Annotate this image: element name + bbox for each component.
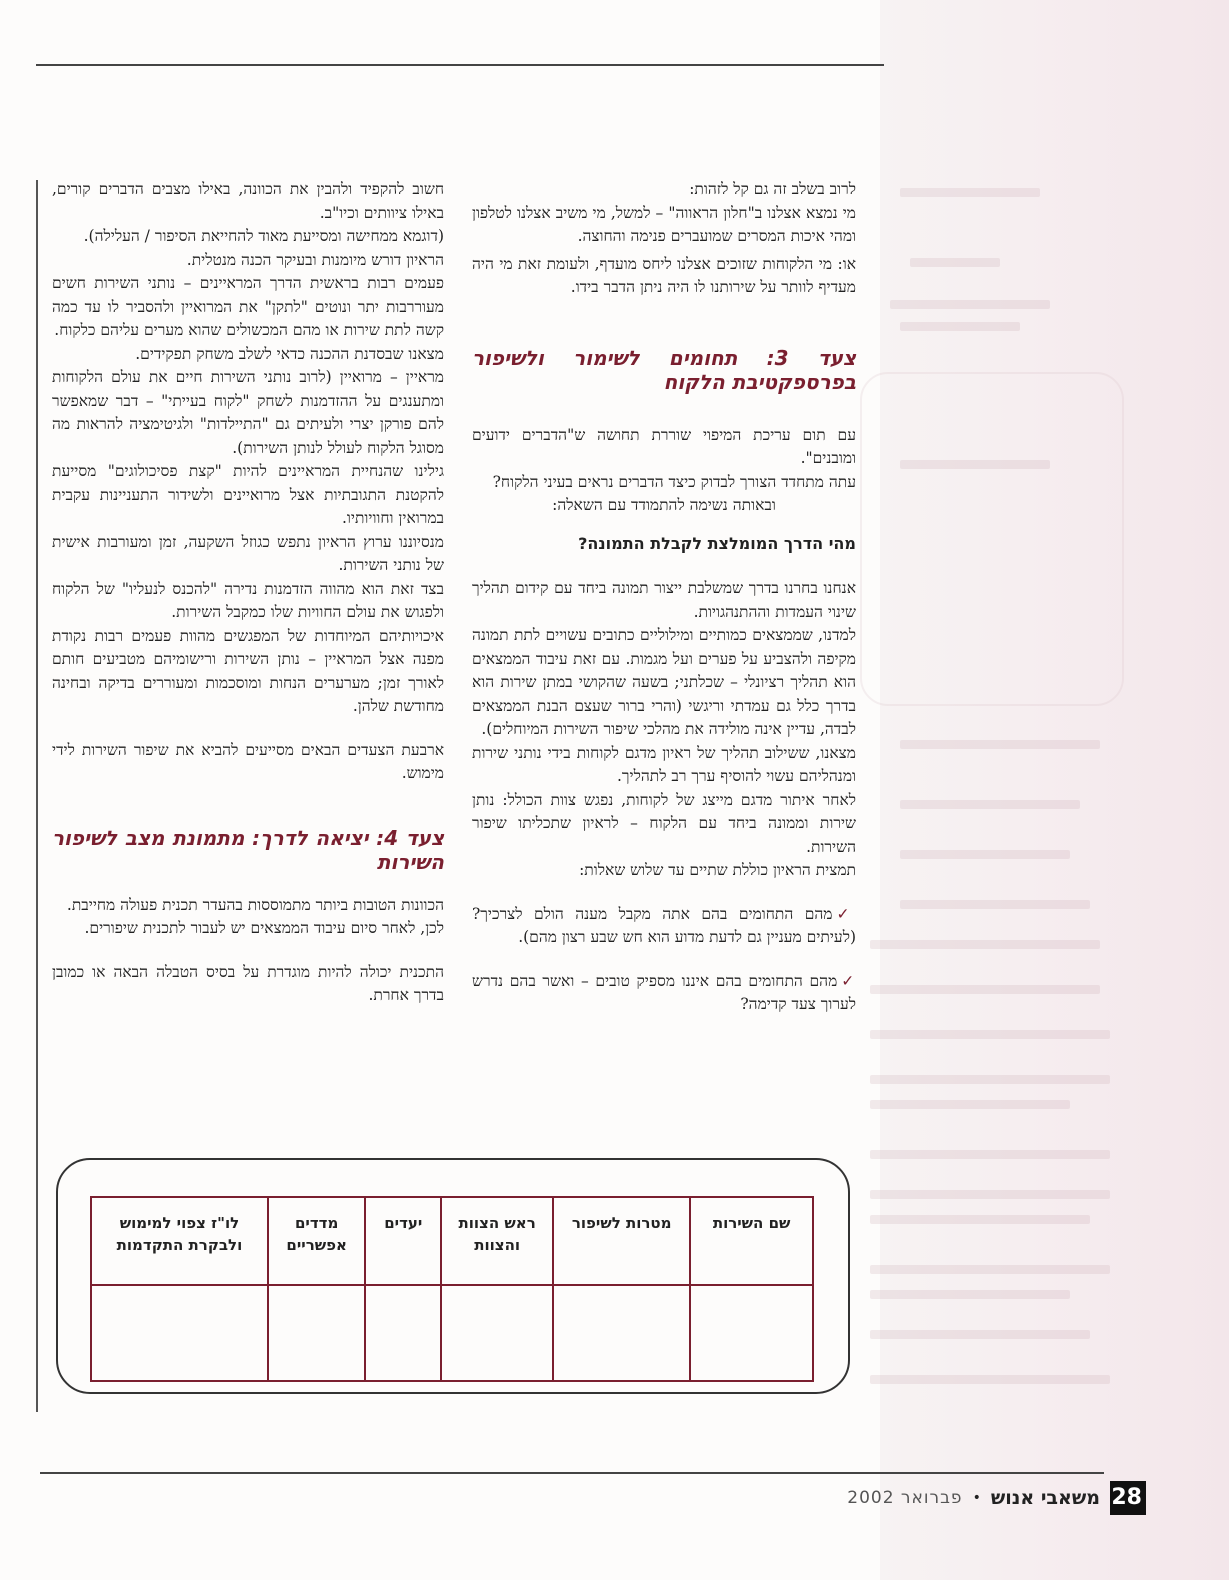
question-heading: מהי הדרך המומלצת לקבלת התמונה? bbox=[578, 533, 856, 553]
checkmark-icon: ✓ bbox=[841, 971, 856, 990]
paragraph: בצד זאת הוא מהווה הזדמנות נדירה "להכנס לנעליו" של הלקוח ולפגוש את עולם החוויות שלו כמקבל השירות. bbox=[52, 579, 444, 621]
table-cell bbox=[441, 1285, 553, 1381]
paragraph: הראיון דורש מיומנות ובעיקר הכנה מנטלית. bbox=[186, 250, 444, 269]
table-header-targets: יעדים bbox=[365, 1197, 441, 1285]
paragraph: לכן, לאחר סיום עיבוד הממצאים יש לעבור לתכנית שיפורים. bbox=[84, 919, 444, 937]
paragraph: או: מי הלקוחות שזוכים אצלנו ליחס מועדף, ולעומת זאת מי היה מעדיף לוותר על שירותנו לו היה ניתן הדבר בידו. bbox=[472, 254, 856, 296]
paragraph: מנסיוננו ערוץ הראיון נתפש כגוזל השקעה, זמן ומעורבות אישית של נותני השירות. bbox=[52, 532, 444, 574]
table-header-metrics: מדדים אפשריים bbox=[268, 1197, 365, 1285]
checklist-item bbox=[472, 903, 856, 950]
paragraph: ובאותה נשימה להתמודד עם השאלה: bbox=[552, 496, 776, 514]
paragraph: מצאנו שבסדנת ההכנה כדאי לשלב משחק תפקידים. bbox=[135, 344, 444, 363]
bottom-rule bbox=[40, 1472, 1104, 1474]
paragraph: ארבעת הצעדים הבאים מסייעים להביא את שיפור השירות לידי מימוש. bbox=[52, 740, 444, 782]
checklist-item bbox=[472, 970, 856, 1017]
paragraph: לרוב בשלב זה גם קל לזהות: bbox=[689, 180, 856, 198]
table-header-row bbox=[91, 1197, 813, 1285]
page-footer bbox=[826, 1480, 1146, 1516]
left-column bbox=[52, 178, 444, 1008]
table-header-service-name: שם השירות bbox=[690, 1197, 813, 1285]
paragraph: לאחר איתור מדגם מייצג של לקוחות, נפגש צוות הכולל: נותן שירות וממונה ביחד עם הלקוח – לראיון שתכליתו שיפור השירות. bbox=[472, 790, 856, 856]
bullet-separator: • bbox=[972, 1490, 981, 1506]
table-header-team: ראש הצוות והצוות bbox=[441, 1197, 553, 1285]
table-cell bbox=[690, 1285, 813, 1381]
paragraph: הכוונות הטובות ביותר מתמוססות בהעדר תכנית פעולה מחייבת. bbox=[66, 895, 444, 914]
checklist-text: מהם התחומים בהם איננו מספיק טובים – ואשר בהם נדרש לערוך צעד קדימה? bbox=[472, 971, 856, 1013]
checkmark-icon: ✓ bbox=[836, 904, 856, 923]
paragraph: התכנית יכולה להיות מוגדרת על בסיס הטבלה הבאה או כמובן בדרך אחרת. bbox=[52, 962, 444, 1004]
left-margin-bar bbox=[36, 180, 38, 1412]
table-row bbox=[91, 1285, 813, 1381]
page-number: 28 bbox=[1110, 1481, 1146, 1515]
table-cell bbox=[91, 1285, 268, 1381]
paragraph: עם תום עריכת המיפוי שוררת תחושה ש"הדברים ידועים ומובנים". bbox=[472, 425, 856, 467]
paragraph: גילינו שהנחיית המראיינים להיות "קצת פסיכולוגים" מסייעת להקטנת התגובתיות אצל מרואיינים ולשידור התעניינות עקבית במרואין וחוויותיו. bbox=[52, 462, 444, 527]
step4-heading: צעד 4: יציאה לדרך: מתמונת מצב לשיפור השירות bbox=[52, 825, 444, 874]
table-header-schedule: לו"ז צפוי למימוש ולבקרת התקדמות bbox=[91, 1197, 268, 1285]
paragraph: עתה מתחדד הצורך לבדוק כיצד הדברים נראים בעיני הלקוח? bbox=[492, 472, 856, 491]
paragraph: (דוגמא ממחישה ומסייעת מאוד להחייאת הסיפור / העלילה). bbox=[83, 227, 444, 245]
paragraph: חשוב להקפיד ולהבין את הכוונה, באילו מצבים הדברים קורים, באילו ציוותים וכיו"ב. bbox=[52, 180, 444, 222]
right-column bbox=[472, 178, 856, 1017]
table-cell bbox=[365, 1285, 441, 1381]
magazine-name: משאבי אנוש bbox=[990, 1487, 1100, 1509]
table-cell bbox=[553, 1285, 690, 1381]
table-header-goals: מטרות לשיפור bbox=[553, 1197, 690, 1285]
issue-date: פברואר 2002 bbox=[847, 1488, 963, 1508]
step3-heading: צעד 3: תחומים לשימור ולשיפור בפרספקטיבת הלקוח bbox=[472, 345, 856, 394]
paragraph: מצאנו, ששילוב תהליך של ראיון מדגם לקוחות בידי נותני שירות ומנהליהם עשוי להוסיף ערך רב לתהליך. bbox=[472, 743, 856, 785]
table-cell bbox=[268, 1285, 365, 1381]
paragraph: אנחנו בחרנו בדרך שמשלבת ייצור תמונה ביחד עם קידום תהליך שינוי העמדות וההתנהגויות. bbox=[472, 579, 856, 621]
top-rule bbox=[36, 64, 884, 66]
bleed-through-text bbox=[880, 0, 1229, 1580]
paragraph: איכויותיהם המיוחדות של המפגשים מהוות פעמים רבות נקודת מפנה אצל המראיין – נותן השירות ורישומיהם מטביעים חותם לאורך זמן; מערערים הנחות ומוסכמות ומעוררים בדיקה ובחינה מחודשת שלהן. bbox=[52, 626, 444, 715]
checklist-text: מהם התחומים בהם אתה מקבל מענה הולם לצרכיך? (לעיתים מעניין גם לדעת מדוע הוא חש שבע רצון מהם). bbox=[472, 904, 856, 946]
paragraph: פעמים רבות בראשית הדרך המראיינים – נותני השירות חשים מעוררבות יתר ונוטים "לתקן" את המרואיין ולהסביר לו עד כמה קשה לתת שירות או מהם המכשולים שהוא מערים עליהם כלקוח. bbox=[52, 274, 444, 339]
paragraph: מראיין – מרואיין (לרוב נותני השירות חיים את עולם הלקוחות ומתענגים על ההזדמנות לשחק "לקוח בעייתי" – דבר שמאפשר להם פורקן יצרי ולעיתים גם "התיילדות" ולגיטימציה להראות מה מסוגל הלקוח לעולל לנותן השירות). bbox=[52, 368, 444, 457]
improvement-plan-table bbox=[90, 1196, 814, 1382]
paragraph: תמצית הראיון כוללת שתיים עד שלוש שאלות: bbox=[579, 861, 856, 879]
paragraph: למדנו, שממצאים כמותיים ומילוליים כתובים עשויים לתת תמונה מקיפה ולהצביע על פערים ועל מגמות. עם זאת עיבוד הממצאים הוא תהליך רציונלי – שכלתני; בשעה שהקושי במתן שירות הוא בדרך כלל גם עמדתי וריגשי (והרי ברור שעצם הבנת הממצאים לבדה, עדיין אינה מולידה את מהלכי שיפור השירות המיוחלים). bbox=[472, 626, 856, 738]
paragraph: מי נמצא אצלנו ב"חלון הראווה" – למשל, מי משיב אצלנו לטלפון ומהי איכות המסרים שמועברים פנימה והחוצה. bbox=[472, 203, 856, 245]
